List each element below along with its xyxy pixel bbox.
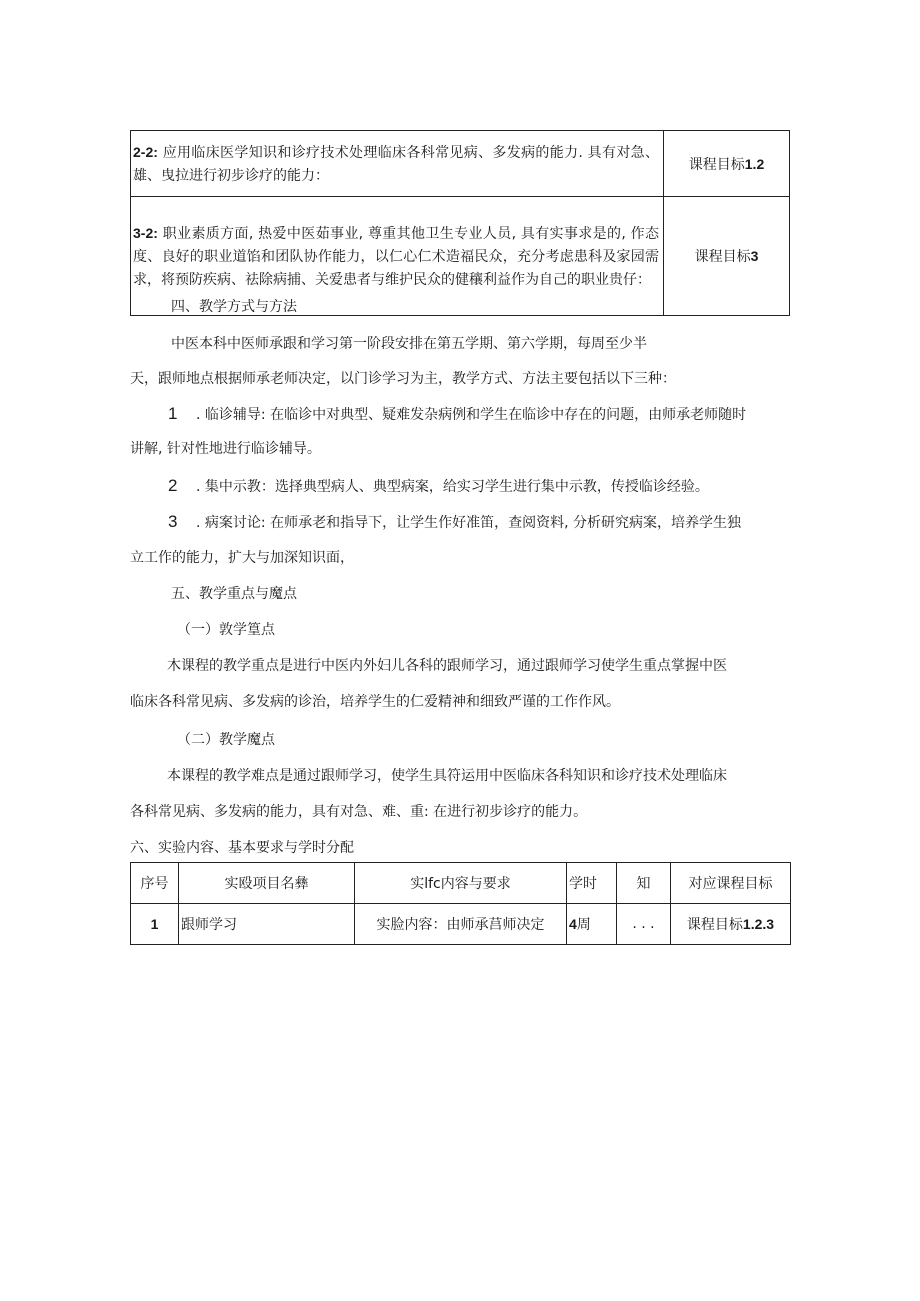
section4-heading: 四、教学方式与方法	[171, 299, 297, 315]
section5-p2-line1: 本课程的教学难点是通过跟师学习，使学生具符运用中医临床各科知识和诊疗技术处理临床	[167, 768, 727, 784]
item-text: . 病案讨论: 在师承老和指导下，让学生作好准笛，查阅资料, 分析研究病案，培养学生独	[196, 515, 741, 531]
method-item-1-cont: 讲解, 针对性地进行临诊辅导。	[130, 441, 321, 457]
method-item-2	[168, 476, 709, 497]
project-name: 跟师学习	[179, 904, 355, 945]
goal-label: 课程目标	[686, 917, 743, 933]
header-cell: 学时	[567, 863, 617, 904]
section6-heading: 六、实验内容、基本要求与学时分配	[130, 840, 354, 856]
method-item-3	[168, 512, 741, 533]
goal-label: 课程目标	[694, 249, 751, 265]
objective-goal	[664, 131, 790, 197]
experiment-table	[130, 862, 791, 945]
method-item-1	[168, 404, 746, 425]
header-cell: 知	[617, 863, 671, 904]
item-number: 2	[168, 476, 178, 495]
section4-intro-line2: 天，跟师地点根据师承老师决定，以门诊学习为主，教学方式、方法主要包括以下三种：	[130, 371, 676, 387]
objective-description	[131, 131, 664, 197]
method-item-3-cont: 立工作的能力，扩大与加深知识面，	[130, 550, 354, 566]
section5-sub1: （一）敦学篁点	[177, 622, 275, 638]
header-cell: 实lfc内容与要求	[355, 863, 567, 904]
row-number: 1	[131, 904, 179, 945]
header-cell: 对应课程目标	[671, 863, 791, 904]
objective-text: 应用临床医学知识和诊疗技术处理临床各科常见病、多发病的能力. 具有对急、雄、曳拉进行初步诊疗的能力：	[133, 145, 660, 184]
header-cell: 序号	[131, 863, 179, 904]
item-number: 3	[168, 512, 178, 531]
hours-number: 4	[569, 916, 577, 932]
section4-intro-line1: 中医本科中医师承跟和学习第一阶段安排在第五学期、第六学期，每周至少半	[171, 336, 647, 352]
item-number: 1	[168, 404, 178, 423]
objective-text: 职业素质方面, 热爱中医茹事业, 尊重其他卫生专业人员, 具有实事求是的, 作态度、良好的职业道馅和团队协作能力，以仁心仁术造福民众，充分考虑患科及家园需求，将预防疾病、祛除病捕、关爱患者与维护民众的健穰利益作为自己的职业贵仔：	[133, 226, 659, 288]
header-cell: 实殴项目名彝	[179, 863, 355, 904]
goal-label: 课程目标	[688, 156, 745, 173]
objectives-table	[130, 130, 790, 316]
section5-sub2: （二）教学魔点	[177, 732, 275, 748]
item-text: . 临诊辅导: 在临诊中对典型、疑难发杂病例和学生在临诊中存在的问题，由师承老师随时	[196, 407, 747, 423]
objective-code: 3-2:	[133, 225, 158, 241]
project-hours	[567, 904, 617, 945]
section5-p1-line2: 临床各科常见病、多发病的诊治，培养学生的仁爱精神和细致严谨的工作作风。	[130, 694, 620, 710]
table-row	[131, 904, 791, 945]
project-content: 实脸内容：由师承莒师决定	[355, 904, 567, 945]
goal-number: 1.2.3	[742, 916, 775, 932]
table-row	[131, 131, 790, 197]
section5-heading: 五、教学重点与魔点	[171, 586, 297, 602]
table-header-row	[131, 863, 791, 904]
hours-unit: 周	[576, 917, 591, 933]
goal-number: 3	[750, 248, 759, 264]
objective-goal	[664, 197, 790, 316]
goal-number: 1.2	[744, 155, 765, 172]
section5-p2-line2: 各科常见病、多发病的能力，具有对急、难、重: 在进行初步诊疗的能力。	[130, 804, 588, 820]
project-type: . . .	[617, 904, 671, 945]
section5-p1-line1: 木课程的教学重点是进行中医内外妇儿各科的跟师学习，通过跟师学习使学生重点掌握中医	[167, 658, 727, 674]
objective-code: 2-2:	[133, 144, 158, 160]
project-goal	[671, 904, 791, 945]
item-text: . 集中示教：选择典型病人、典型病案，给实习学生进行集中示教，传授临诊经验。	[196, 479, 709, 495]
